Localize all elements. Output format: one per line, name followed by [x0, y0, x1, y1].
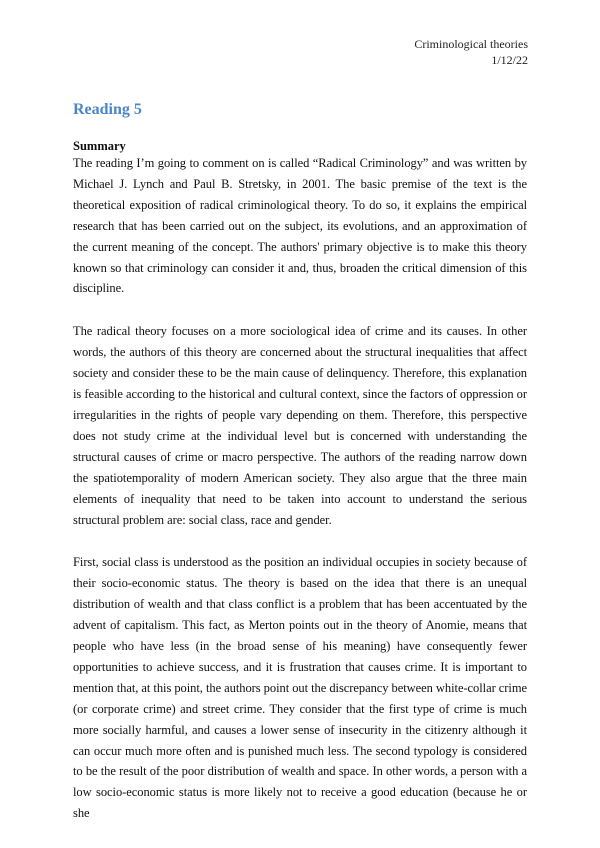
reading-title: Reading 5: [73, 101, 142, 118]
header-date: 1/12/22: [491, 53, 528, 67]
page-header: [414, 36, 528, 68]
paragraph-3: First, social class is understood as the position an individual occupies in society because of their socio-economic status. The theory is based on the idea that there is an unequal distribution of wealth and that class conflict is a problem that has been accentuated by the advent of capitalism. This fact, as Merton points out in the theory of Anomie, means that people who have less (in the broad sense of his meaning) have consequently fewer opportunities to achieve success, and it is frustration that causes crime. It is important to mention that, at this point, the authors point out the discrepancy between white-collar crime (or corporate crime) and street crime. They consider that the first type of crime is much more socially harmful, and causes a lower sense of insecurity in the citizenry although it can occur much more often and is punished much less. The second typology is considered to be the result of the poor distribution of wealth and space. In other words, a person with a low socio-economic status is more likely not to receive a good education (because he or she: [73, 555, 527, 821]
header-course: Criminological theories: [414, 37, 528, 51]
paragraph-2: The radical theory focuses on a more sociological idea of crime and its causes. In other words, the authors of this theory are concerned about the structural inequalities that affect society and consider these to be the main cause of delinquency. Therefore, this explanation is feasible according to the historical and cultural context, since the factors of oppression or irregularities in the rights of people vary depending on them. Therefore, this perspective does not study crime at the individual level but is concerned with understanding the structural causes of crime or macro perspective. The authors of the reading narrow down the spatiotemporality of modern American society. They also argue that the three main elements of inequality that need to be taken into account to understand the serious structural problem are: social class, race and gender.: [73, 324, 527, 527]
paragraph-1: The reading I’m going to comment on is called “Radical Criminology” and was written by Michael J. Lynch and Paul B. Stretsky, in 2001. The basic premise of the text is the theoretical exposition of radical criminological theory. To do so, it explains the empirical research that has been carried out on the subject, its evolutions, and an approximation of the current meaning of the concept. The authors' primary objective is to make this theory known so that criminology can consider it and, thus, broaden the critical dimension of this discipline.: [73, 156, 527, 296]
summary-heading: Summary: [73, 139, 126, 153]
document-body: [73, 153, 527, 846]
